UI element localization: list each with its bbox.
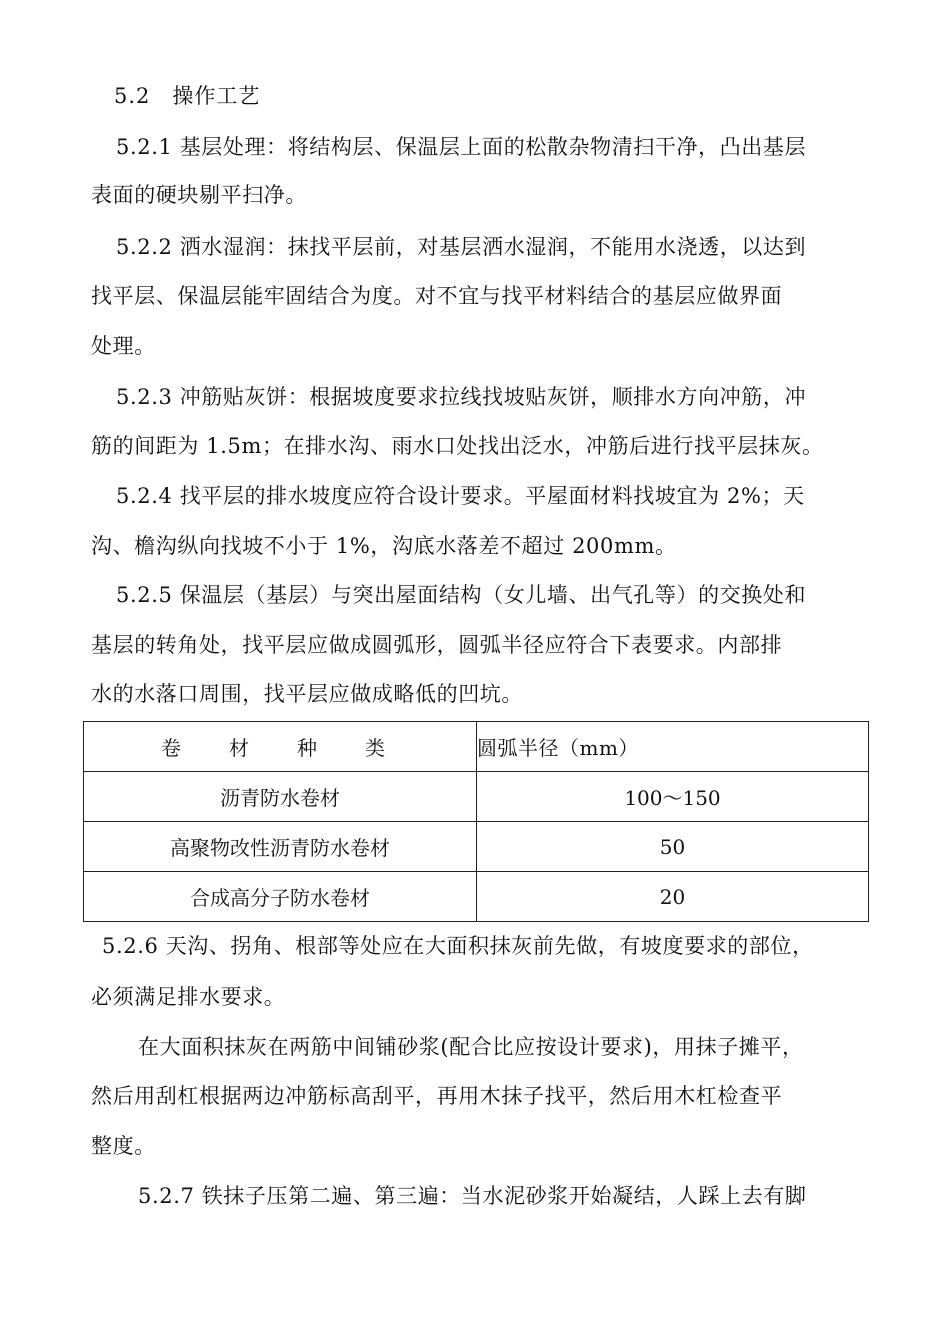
- paragraph-line: 5.2.1 基层处理：将结构层、保温层上面的松散杂物清扫干净，凸出基层: [116, 135, 807, 159]
- paragraph-line: 找平层、保温层能牢固结合为度。对不宜与找平材料结合的基层应做界面: [91, 284, 783, 308]
- table-cell: 20: [477, 872, 869, 922]
- paragraph-line: 水的水落口周围，找平层应做成略低的凹坑。: [91, 682, 523, 706]
- table-header-cell: 圆弧半径（mm）: [477, 722, 869, 772]
- paragraph-line: 5.2.7 铁抹子压第二遍、第三遍：当水泥砂浆开始凝结，人踩上去有脚: [138, 1184, 807, 1208]
- section-heading: 5.2 操作工艺: [114, 84, 261, 108]
- table-cell: 100～150: [477, 772, 869, 822]
- paragraph-line: 基层的转角处，找平层应做成圆弧形，圆弧半径应符合下表要求。内部排: [91, 633, 783, 657]
- table-cell: 50: [477, 822, 869, 872]
- paragraph-line: 处理。: [91, 334, 156, 358]
- paragraph-line: 整度。: [91, 1134, 156, 1158]
- paragraph-line: 表面的硬块剔平扫净。: [91, 183, 307, 207]
- table-cell: 合成高分子防水卷材: [84, 872, 477, 922]
- paragraph-line: 5.2.5 保温层（基层）与突出屋面结构（女儿墙、出气孔等）的交换处和: [116, 583, 807, 607]
- paragraph-line: 必须满足排水要求。: [91, 985, 286, 1009]
- paragraph-line: 沟、檐沟纵向找坡不小于 1%，沟底水落差不超过 200mm。: [91, 534, 677, 558]
- table-row: [84, 822, 869, 872]
- paragraph-line: 然后用刮杠根据两边冲筋标高刮平，再用木抹子找平，然后用木杠检查平: [91, 1084, 783, 1108]
- paragraph-line: 筋的间距为 1.5m；在排水沟、雨水口处找出泛水，冲筋后进行找平层抹灰。: [91, 434, 824, 458]
- table-cell: 沥青防水卷材: [84, 772, 477, 822]
- paragraph-line: 在大面积抹灰在两筋中间铺砂浆(配合比应按设计要求)，用抹子摊平，: [138, 1035, 804, 1059]
- radius-table: [83, 721, 869, 922]
- paragraph-line: 5.2.4 找平层的排水坡度应符合设计要求。平屋面材料找坡宜为 2%；天: [116, 484, 805, 508]
- table-header-row: [84, 722, 869, 772]
- table-header-cell: 卷 材 种 类: [84, 722, 477, 772]
- table-row: [84, 872, 869, 922]
- table-row: [84, 772, 869, 822]
- paragraph-line: 5.2.3 冲筋贴灰饼：根据坡度要求拉线找坡贴灰饼，顺排水方向冲筋，冲: [116, 385, 807, 409]
- paragraph-line: 5.2.2 洒水湿润：抹找平层前，对基层洒水湿润，不能用水浇透，以达到: [116, 235, 807, 259]
- table-cell: 高聚物改性沥青防水卷材: [84, 822, 477, 872]
- paragraph-line: 5.2.6 天沟、拐角、根部等处应在大面积抹灰前先做，有坡度要求的部位，: [102, 934, 814, 958]
